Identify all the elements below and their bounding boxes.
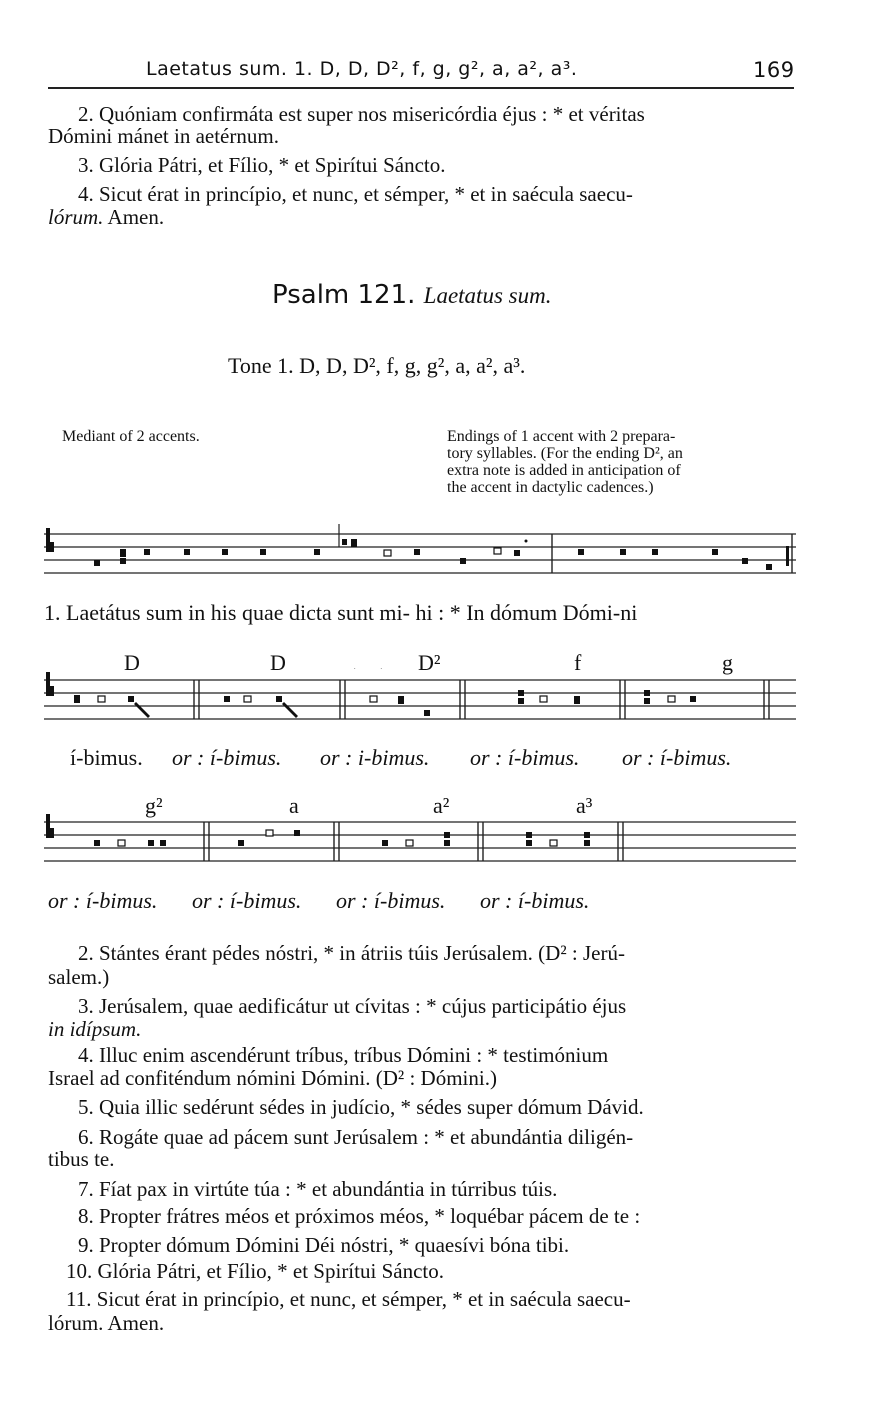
- psalm-title: [272, 280, 551, 310]
- psalm-verse-10: 10. Glória Pátri, et Fílio, * et Spirítui Sáncto.: [66, 1259, 444, 1283]
- psalm-number: Psalm 121.: [272, 280, 416, 310]
- ending-lyric-2: or : í-bimus.: [172, 745, 282, 770]
- psalm-verse-2-line-1: 2. Stántes érant pédes nóstri, * in átriis túis Jerúsalem. (D² : Jerú-: [78, 941, 625, 965]
- psalm-verse-8: 8. Propter frátres méos et próximos méos, * loquébar pácem de te :: [78, 1204, 641, 1228]
- psalm-verse-11-line-1: 11. Sicut érat in princípio, et nunc, et sémper, * et in saécula saecu-: [66, 1287, 631, 1311]
- ending-lyric-6: or : í-bimus.: [48, 888, 158, 913]
- psalm-verse-9: 9. Propter dómum Dómini Déi nóstri, * quaesívi bóna tibi.: [78, 1233, 570, 1257]
- psalm-incipit: Laetatus sum.: [423, 283, 552, 308]
- psalm-verse-11-line-2: lórum. Amen.: [48, 1311, 165, 1335]
- verse-4-italic: lórum.: [48, 205, 104, 229]
- ending-label-g: g: [722, 650, 733, 675]
- ending-lyric-3: or : i-bimus.: [320, 745, 430, 770]
- verse-3: 3. Glória Pátri, et Fílio, * et Spirítui Sáncto.: [78, 153, 446, 177]
- psalm-verse-7: 7. Fíat pax in virtúte túa : * et abundántia in túrribus túis.: [78, 1177, 558, 1201]
- chant-staff-3: [44, 810, 796, 872]
- psalm-verse-6-line-2: tibus te.: [48, 1147, 115, 1171]
- psalm-verse-5: 5. Quia illic sedérunt sédes in judício, * sédes super dómum Dávid.: [78, 1095, 644, 1119]
- header-rule: [48, 87, 794, 89]
- chant-staff-1: [44, 522, 796, 584]
- ending-label-D-1: D: [124, 650, 140, 675]
- psalm-verse-1: 1. Laetátus sum in his quae dicta sunt mi- hi : * In dómum Dómi-ni: [44, 600, 638, 625]
- psalm-verse-4-line-1: 4. Illuc enim ascendérunt tríbus, tríbus Dómini : * testimónium: [78, 1043, 609, 1067]
- ending-label-a2: a²: [433, 793, 450, 818]
- ending-lyric-8: or : í-bimus.: [336, 888, 446, 913]
- verse-2-line-1: 2. Quóniam confirmáta est super nos misericórdia éjus : * et véritas: [78, 102, 645, 126]
- ending-lyric-1: í-bimus.: [70, 745, 143, 770]
- verse-4-line-2: [48, 204, 164, 230]
- mediant-note: Mediant of 2 accents.: [62, 428, 200, 445]
- ending-label-f: f: [574, 650, 582, 675]
- psalm-verse-2-line-2: salem.): [48, 965, 110, 989]
- psalm-verse-3-line-2: in idípsum.: [48, 1017, 142, 1041]
- ending-lyric-9: or : í-bimus.: [480, 888, 590, 913]
- endings-note-line-1: Endings of 1 accent with 2 prepara-: [447, 428, 676, 445]
- verse-2-line-2: Dómini mánet in aetérnum.: [48, 124, 279, 148]
- verse-4-line-1: 4. Sicut érat in princípio, et nunc, et sémper, * et in saécula saecu-: [78, 182, 633, 206]
- endings-note-line-3: extra note is added in anticipation of: [447, 462, 681, 479]
- ending-label-a: a: [289, 793, 299, 818]
- tone-line: Tone 1. D, D, D², f, g, g², a, a², a³.: [228, 353, 526, 378]
- ending-lyric-7: or : í-bimus.: [192, 888, 302, 913]
- endings-note-line-2: tory syllables. (For the ending D², an: [447, 445, 683, 462]
- ending-label-g2: g²: [145, 793, 163, 818]
- endings-note-line-4: the accent in dactylic cadences.): [447, 479, 654, 496]
- psalm-verse-6-line-1: 6. Rogáte quae ad pácem sunt Jerúsalem : * et abundántia diligén-: [78, 1125, 634, 1149]
- endings-note: [447, 428, 797, 496]
- page-number: 169: [753, 58, 795, 82]
- psalm-verse-4-line-2: Israel ad confiténdum nómini Dómini. (D² : Dómini.): [48, 1066, 497, 1090]
- running-title: Laetatus sum. 1. D, D, D², f, g, g², a, a², a³.: [146, 58, 578, 80]
- psalm-verse-3-line-1: 3. Jerúsalem, quae aedificátur ut cívitas : * cújus participátio éjus: [78, 994, 627, 1018]
- verse-4-amen: Amen.: [103, 205, 165, 229]
- ending-lyric-5: or : í-bimus.: [622, 745, 732, 770]
- ending-lyric-4: or : í-bimus.: [470, 745, 580, 770]
- chant-staff-2: [44, 668, 796, 730]
- ending-label-D-2: D: [270, 650, 286, 675]
- ending-label-D2: D²: [418, 650, 441, 675]
- ending-label-a3: a³: [576, 793, 593, 818]
